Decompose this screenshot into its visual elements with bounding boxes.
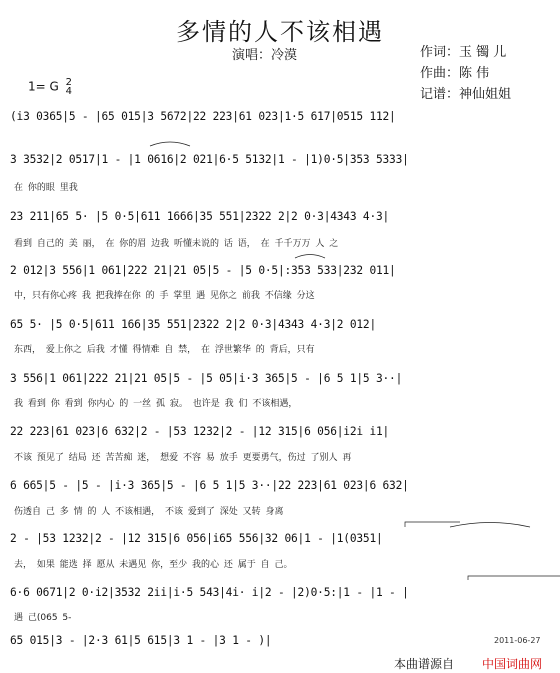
key-label: 1= G <box>28 79 59 94</box>
notation-row-4: 2 012|3 556|1 061|222 21|21 05|5 - |5 0·5|:353 533|232 011| <box>10 264 396 277</box>
lyrics-row-4: 中，只有你心疼 我 把我捧在你 的 手 掌里 遇 见你之 前我 不信缘 分这 <box>14 291 315 301</box>
lyrics-row-5: 东西， 爱上你之 后我 才懂 得情难 自 禁， 在 浮世繁华 的 背后，只有 <box>14 345 315 355</box>
time-top: 2 <box>65 77 73 88</box>
slur-mark <box>295 255 325 259</box>
notation-row-3: 23 211|65 5· |5 0·5|611 1666|35 551|2322 2|2 0·3|4343 4·3| <box>10 210 390 223</box>
lyrics-row-3: 看到 自己的 美 丽， 在 你的眉 边我 听懂未说的 话 语， 在 千千万万 人 之 <box>14 239 339 249</box>
lyrics-row-2: 在 你的眼 里我 <box>14 183 78 193</box>
site-link[interactable]: 中国词曲网 <box>482 657 543 671</box>
singer-credit: 演唱：冷漠 <box>232 48 298 63</box>
slur-mark <box>150 142 190 146</box>
notation-row-7: 22 223|61 023|6 632|2 - |53 1232|2 - |12 315|6 056|i2i i1| <box>10 425 390 438</box>
volta-bracket <box>405 522 460 527</box>
song-title: 多情的人不该相遇 <box>176 18 384 46</box>
composer-credit: 作曲：陈 伟 <box>420 66 490 81</box>
volta-bracket <box>468 576 560 580</box>
notation-row-6: 3 556|1 061|222 21|21 05|5 - |5 05|i·3 365|5 - |6 5 1|5 3··| <box>10 372 403 385</box>
lyrics-row-9: 去， 如果 能选 择 愿从 未遇见 你，至少 我的心 还 属于 自 己。 <box>14 560 293 570</box>
transcriber-credit: 记谱：神仙姐姐 <box>420 87 512 102</box>
lyricist-credit: 作词：玉 镯 儿 <box>420 45 507 60</box>
notation-row-1: (i3 0365|5 - |65 015|3 5672|22 223|61 023|1·5 617|0515 112| <box>10 110 396 123</box>
lyrics-row-6: 我 看到 你 看到 你内心 的 一丝 孤 寂。 也许是 我 们 不该相遇， <box>14 399 298 409</box>
publish-date: 2011-06-27 <box>494 636 541 645</box>
notation-row-8: 6 665|5 - |5 - |i·3 365|5 - |6 5 1|5 3··|22 223|61 023|6 632| <box>10 479 409 492</box>
notation-row-10: 6·6 0671|2 0·i2|3532 2ii|i·5 543|4i· i|2 - |2)0·5:|1 - |1 - | <box>10 586 409 599</box>
time-signature <box>66 78 72 96</box>
key-signature <box>28 78 72 96</box>
notation-row-2: 3 3532|2 0517|1 - |1 0616|2 021|6·5 5132|1 - |1)0·5|353 5333| <box>10 153 409 166</box>
credits-block <box>420 42 511 105</box>
notation-row-11: 65 015|3 - |2·3 61|5 615|3 1 - |3 1 - )| <box>10 634 272 647</box>
notation-row-9: 2 - |53 1232|2 - |12 315|6 056|i65 556|32 06|1 - |1(0351| <box>10 532 383 545</box>
lyrics-row-8: 伤透自 己 多 情 的 人 不该相遇， 不该 爱到了 深处 又转 身离 <box>14 507 284 517</box>
time-bottom: 4 <box>65 86 73 97</box>
source-text: 本曲谱源自 <box>394 657 455 671</box>
slur-mark <box>450 523 530 528</box>
lyrics-row-7: 不该 预见了 结局 还 苦苦痴 迷， 想爱 不容 易 放手 更要勇气，伤过 了别人 再 <box>14 453 352 463</box>
lyrics-row-10: 遇 己(065 5- <box>14 613 72 623</box>
notation-row-5: 65 5· |5 0·5|611 166|35 551|2322 2|2 0·3|4343 4·3|2 012| <box>10 318 376 331</box>
